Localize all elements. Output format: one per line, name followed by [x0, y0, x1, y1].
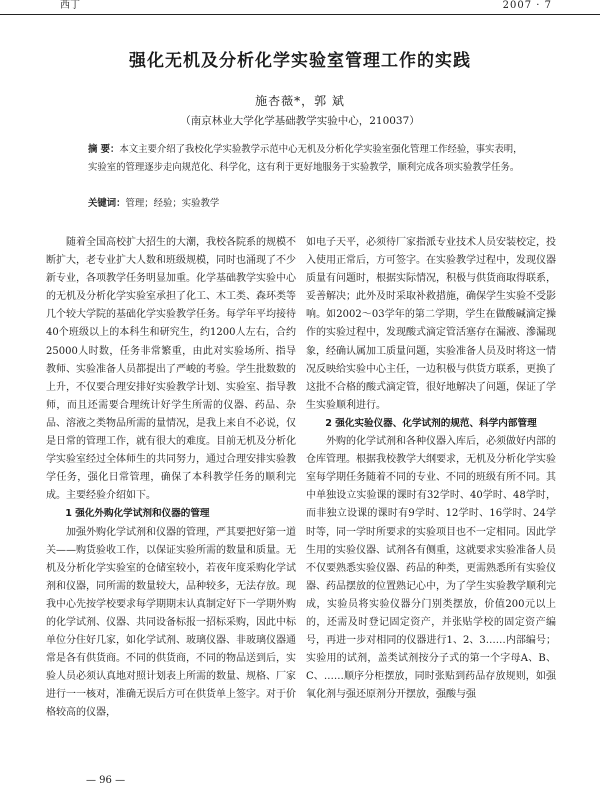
- header-journal-name: 西丁: [60, 0, 80, 11]
- keywords-label: 关键词：: [88, 198, 126, 209]
- abstract-text: 本文主要介绍了我校化学实验教学示范中心无机及分析化学实验室强化管理工作经验，事实表明，实验室的管理逐步走向规范化、科学化，这有利于更好地服务于实验教学，顺利完成各项实验教学任务。: [88, 144, 523, 173]
- author-affiliation: （南京林业大学化学基础教学实验中心，210037）: [180, 115, 420, 127]
- right-column: [306, 234, 556, 704]
- article-title: 强化无机及分析化学实验室管理工作的实践: [129, 51, 471, 71]
- paragraph-section-1: 加强外购化学试剂和仪器的管理，严其要把好第一道关——购货验收工作，以保证实验所需的数量和质量。无机及分析化学实验室的仓储室较小，若夜年度采购化学试剂和仪器，同所需的数量较大，品种较多，无法存放。现我中心先按学校要求每学期期末认真制定好下一学期外购的化学试剂、仪器、共同设备标报一招标采购，因此中标单位分住好几家，如化学试剂、玻璃仪器、非玻璃仪器通常是各有供货商。不同的供货商，不同的物品送到后，实验人员必须认真地对照计划表上所需的数量、规格、厂家进行一一核对，准确无误后方可在供货单上签字。对于价格较高的仪器，: [46, 526, 296, 719]
- paragraph-continued: 如电子天平，必须待厂家指派专业技术人员安装校定，投入使用正常后，方可签字。在实验教学过程中，发现仪器质量有问题时，根据实际情况，积极与供货商取得联系，妥善解决；此外及时采取补救措施，确保学生实验不受影响。如2002～03学年的第二学期，学生在做酸碱滴定操作的实验过程中，发现酸式滴定管活塞存在漏液、滲漏现象，经确认属加工质量问题，实验准备人员及时将这一情况反映给实验中心主任，一边积极与供货方联系，更换了这批不合格的酸式滴定管，很好地解决了问题，保证了学生实验顺利进行。: [306, 237, 556, 411]
- abstract: [88, 141, 526, 176]
- article-authors: 施杏薇*，郭 斌: [255, 94, 345, 108]
- section-heading-1: 1 强化外购化学试剂和仪器的管理: [65, 508, 210, 520]
- paragraph-intro: 随着全国高校扩大招生的大潮，我校各院系的规模不断扩大，老专业扩大人数和班级规模，同时也涌现了不少新专业，各项教学任务明显加重。化学基础教学实验中心的无机及分析化学实验室承担了化工、木工类、森环类等几个较大学院的基础化学实验教学任务。每学年平均接待40个班级以上的本科生和研究生，约1200人左右，合约25000人时数，任务非常繁重，由此对实验场所、指导教师、实验准备人员都提出了严峻的考验。学生批数数的上升，不仅要合理安排好实验教学计划、实验室、指导教师，而且还需要合理统计好学生所需的仪器、药品、杂品、溶液之类物品所需的量情况，是我上来自不必说，仅是日常的管理工作，就有很大的难度。目前无机及分析化学实验室经过全体师生的共同努力，通过合理安排实验教学任务，强化日常管理，确保了本科教学任务的顺利完成。主要经验介绍如下。: [46, 237, 296, 502]
- keywords-text: 管理；经验；实验教学: [125, 198, 220, 209]
- running-header: [0, 0, 600, 15]
- page-number: — 96 —: [86, 775, 126, 786]
- abstract-label: 摘 要：: [88, 144, 120, 155]
- keywords: [88, 197, 526, 211]
- left-column: [46, 234, 296, 723]
- paragraph-section-2: 外购的化学试剂和各种仪器入库后，必须做好内部的仓库管理。根据我校教学大纲要求，无机及分析化学实验室每学期任务随着不同的专业、不同的班级有所不同。其中单独设立实验课的课时有32学时、40学时、48学时，而非独立设课的课时有9学时、12学时、16学时、24学时等，同一学时所要求的实验项目也不一定相同。因此学生用的实验仪器、试剂各有侧重，这就要求实验准备人员不仅要熟悉实验仪器、药品的种类，更需熟悉所有实验仪器、药品摆放的位置熟记心中，为了学生实验教学顺利完成，实验员将实验仪器分门别类摆放，价值200元以上的，还需及时登记固定资产，并张贴学校的固定资产编号，再进一步对相同的仪器进行1、2、3……内部编号；实验用的试剂，盖类试剂按分子式的第一个字母A、B、C、……顺序分柜摆放，同时张贴到药品存放规则，如强氧化剂与强还原剂分开摆放，强酸与强: [306, 436, 556, 701]
- header-issue-date: 2007 · 7: [502, 0, 552, 11]
- section-heading-2: 2 强化实验仪器、化学试剂的规范、科学内部管理: [325, 417, 537, 429]
